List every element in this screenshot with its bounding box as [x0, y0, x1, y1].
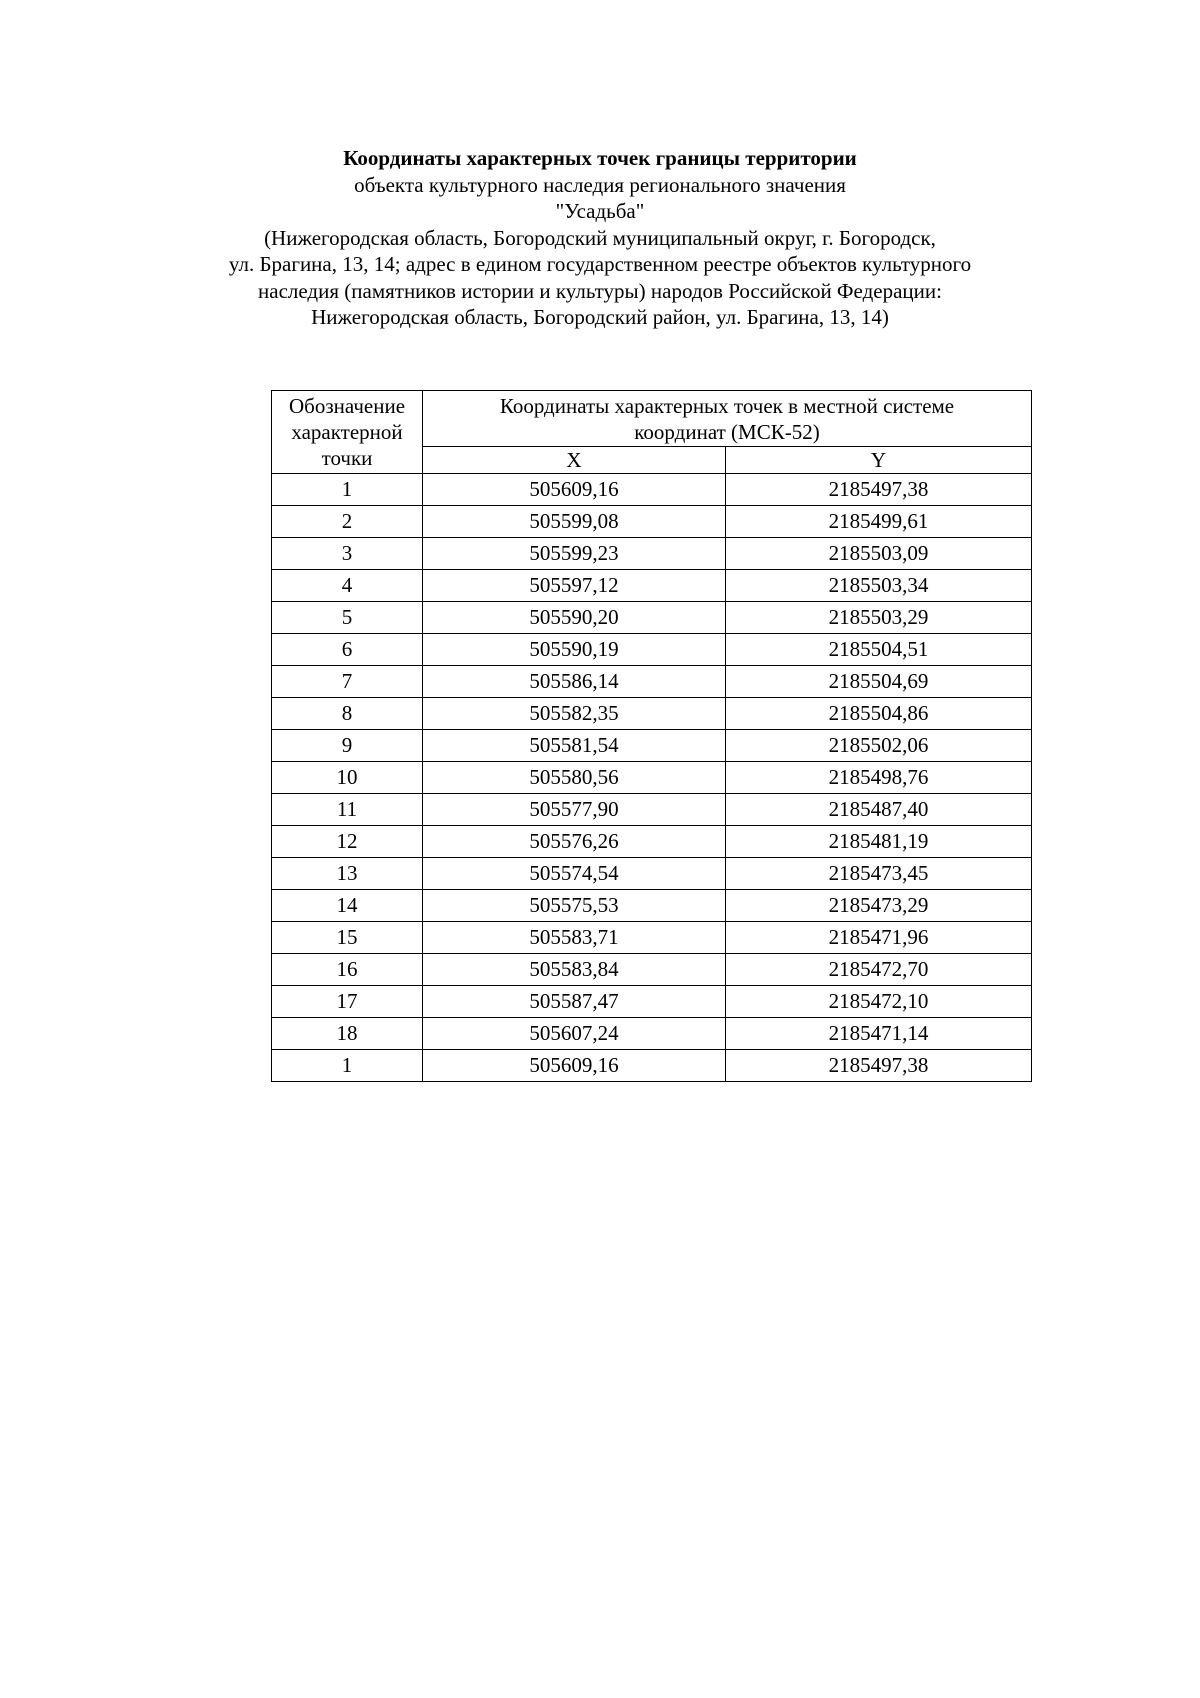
- y-coordinate-cell: 2185473,29: [726, 890, 1032, 922]
- y-coordinate-cell: 2185503,29: [726, 602, 1032, 634]
- x-coordinate-cell: 505597,12: [423, 570, 726, 602]
- point-header-line: характерной: [291, 420, 403, 444]
- table-row: [272, 986, 1032, 1018]
- y-coordinate-cell: 2185503,09: [726, 538, 1032, 570]
- point-cell: 1: [272, 1050, 423, 1082]
- x-coordinate-cell: 505609,16: [423, 474, 726, 506]
- document-header: [0, 145, 1200, 331]
- table-row: [272, 506, 1032, 538]
- x-coordinate-cell: 505599,08: [423, 506, 726, 538]
- x-coordinate-cell: 505577,90: [423, 794, 726, 826]
- x-coordinate-cell: 505590,20: [423, 602, 726, 634]
- point-cell: 18: [272, 1018, 423, 1050]
- point-header-line: точки: [321, 446, 373, 470]
- x-coordinate-cell: 505599,23: [423, 538, 726, 570]
- point-cell: 3: [272, 538, 423, 570]
- point-cell: 13: [272, 858, 423, 890]
- table-row: [272, 858, 1032, 890]
- group-header-line: координат (МСК-52): [634, 419, 820, 444]
- x-coordinate-cell: 505580,56: [423, 762, 726, 794]
- document-subtitle: объекта культурного наследия регионального значения: [354, 172, 846, 197]
- table-row: [272, 1050, 1032, 1082]
- table-row: [272, 826, 1032, 858]
- x-coordinate-cell: 505581,54: [423, 730, 726, 762]
- y-coordinate-cell: 2185472,70: [726, 954, 1032, 986]
- table-row: [272, 1018, 1032, 1050]
- table-row: [272, 602, 1032, 634]
- y-coordinate-cell: 2185504,69: [726, 666, 1032, 698]
- document-title: Координаты характерных точек границы территории: [343, 146, 857, 170]
- point-cell: 11: [272, 794, 423, 826]
- address-line: наследия (памятников истории и культуры) народов Российской Федерации:: [258, 278, 942, 303]
- point-cell: 16: [272, 954, 423, 986]
- x-coordinate-cell: 505587,47: [423, 986, 726, 1018]
- x-coordinate-cell: 505586,14: [423, 666, 726, 698]
- table-row: [272, 570, 1032, 602]
- address-line: ул. Брагина, 13, 14; адрес в едином государственном реестре объектов культурного: [228, 252, 972, 276]
- x-coordinate-cell: 505607,24: [423, 1018, 726, 1050]
- x-coordinate-cell: 505576,26: [423, 826, 726, 858]
- point-cell: 5: [272, 602, 423, 634]
- y-coordinate-cell: 2185481,19: [726, 826, 1032, 858]
- table-row: [272, 954, 1032, 986]
- x-coordinate-cell: 505582,35: [423, 698, 726, 730]
- point-cell: 17: [272, 986, 423, 1018]
- x-coordinate-cell: 505590,19: [423, 634, 726, 666]
- x-coordinate-cell: 505575,53: [423, 890, 726, 922]
- point-cell: 6: [272, 634, 423, 666]
- coordinates-table-body: [272, 474, 1032, 1082]
- table-row: [272, 794, 1032, 826]
- table-row: [272, 698, 1032, 730]
- coordinates-table: [271, 390, 1032, 1082]
- y-coordinate-cell: 2185471,14: [726, 1018, 1032, 1050]
- point-cell: 10: [272, 762, 423, 794]
- x-coordinate-cell: 505574,54: [423, 858, 726, 890]
- table-row: [272, 474, 1032, 506]
- point-cell: 8: [272, 698, 423, 730]
- address-line: (Нижегородская область, Богородский муниципальный округ, г. Богородск,: [264, 225, 936, 250]
- table-row: [272, 922, 1032, 954]
- table-row: [272, 730, 1032, 762]
- point-column-header: [272, 391, 423, 474]
- x-column-header: X: [423, 447, 726, 474]
- y-coordinate-cell: 2185497,38: [726, 1050, 1032, 1082]
- address-line: Нижегородская область, Богородский район, ул. Брагина, 13, 14): [311, 305, 889, 329]
- y-coordinate-cell: 2185503,34: [726, 570, 1032, 602]
- table-row: [272, 666, 1032, 698]
- table-row: [272, 762, 1032, 794]
- point-cell: 14: [272, 890, 423, 922]
- table-row: [272, 634, 1032, 666]
- y-coordinate-cell: 2185487,40: [726, 794, 1032, 826]
- x-coordinate-cell: 505583,71: [423, 922, 726, 954]
- y-coordinate-cell: 2185504,51: [726, 634, 1032, 666]
- y-coordinate-cell: 2185473,45: [726, 858, 1032, 890]
- table-row: [272, 890, 1032, 922]
- object-name: "Усадьба": [555, 199, 645, 223]
- x-coordinate-cell: 505609,16: [423, 1050, 726, 1082]
- point-cell: 15: [272, 922, 423, 954]
- x-coordinate-cell: 505583,84: [423, 954, 726, 986]
- y-coordinate-cell: 2185498,76: [726, 762, 1032, 794]
- point-cell: 1: [272, 474, 423, 506]
- y-coordinate-cell: 2185471,96: [726, 922, 1032, 954]
- point-cell: 2: [272, 506, 423, 538]
- y-coordinate-cell: 2185472,10: [726, 986, 1032, 1018]
- point-header-line: Обозначение: [288, 394, 406, 418]
- point-cell: 12: [272, 826, 423, 858]
- y-coordinate-cell: 2185502,06: [726, 730, 1032, 762]
- y-coordinate-cell: 2185504,86: [726, 698, 1032, 730]
- point-cell: 7: [272, 666, 423, 698]
- y-coordinate-cell: 2185497,38: [726, 474, 1032, 506]
- coordinates-group-header: [423, 391, 1032, 447]
- point-cell: 9: [272, 730, 423, 762]
- y-column-header: Y: [726, 447, 1032, 474]
- group-header-line: Координаты характерных точек в местной системе: [499, 393, 955, 418]
- table-row: [272, 538, 1032, 570]
- point-cell: 4: [272, 570, 423, 602]
- y-coordinate-cell: 2185499,61: [726, 506, 1032, 538]
